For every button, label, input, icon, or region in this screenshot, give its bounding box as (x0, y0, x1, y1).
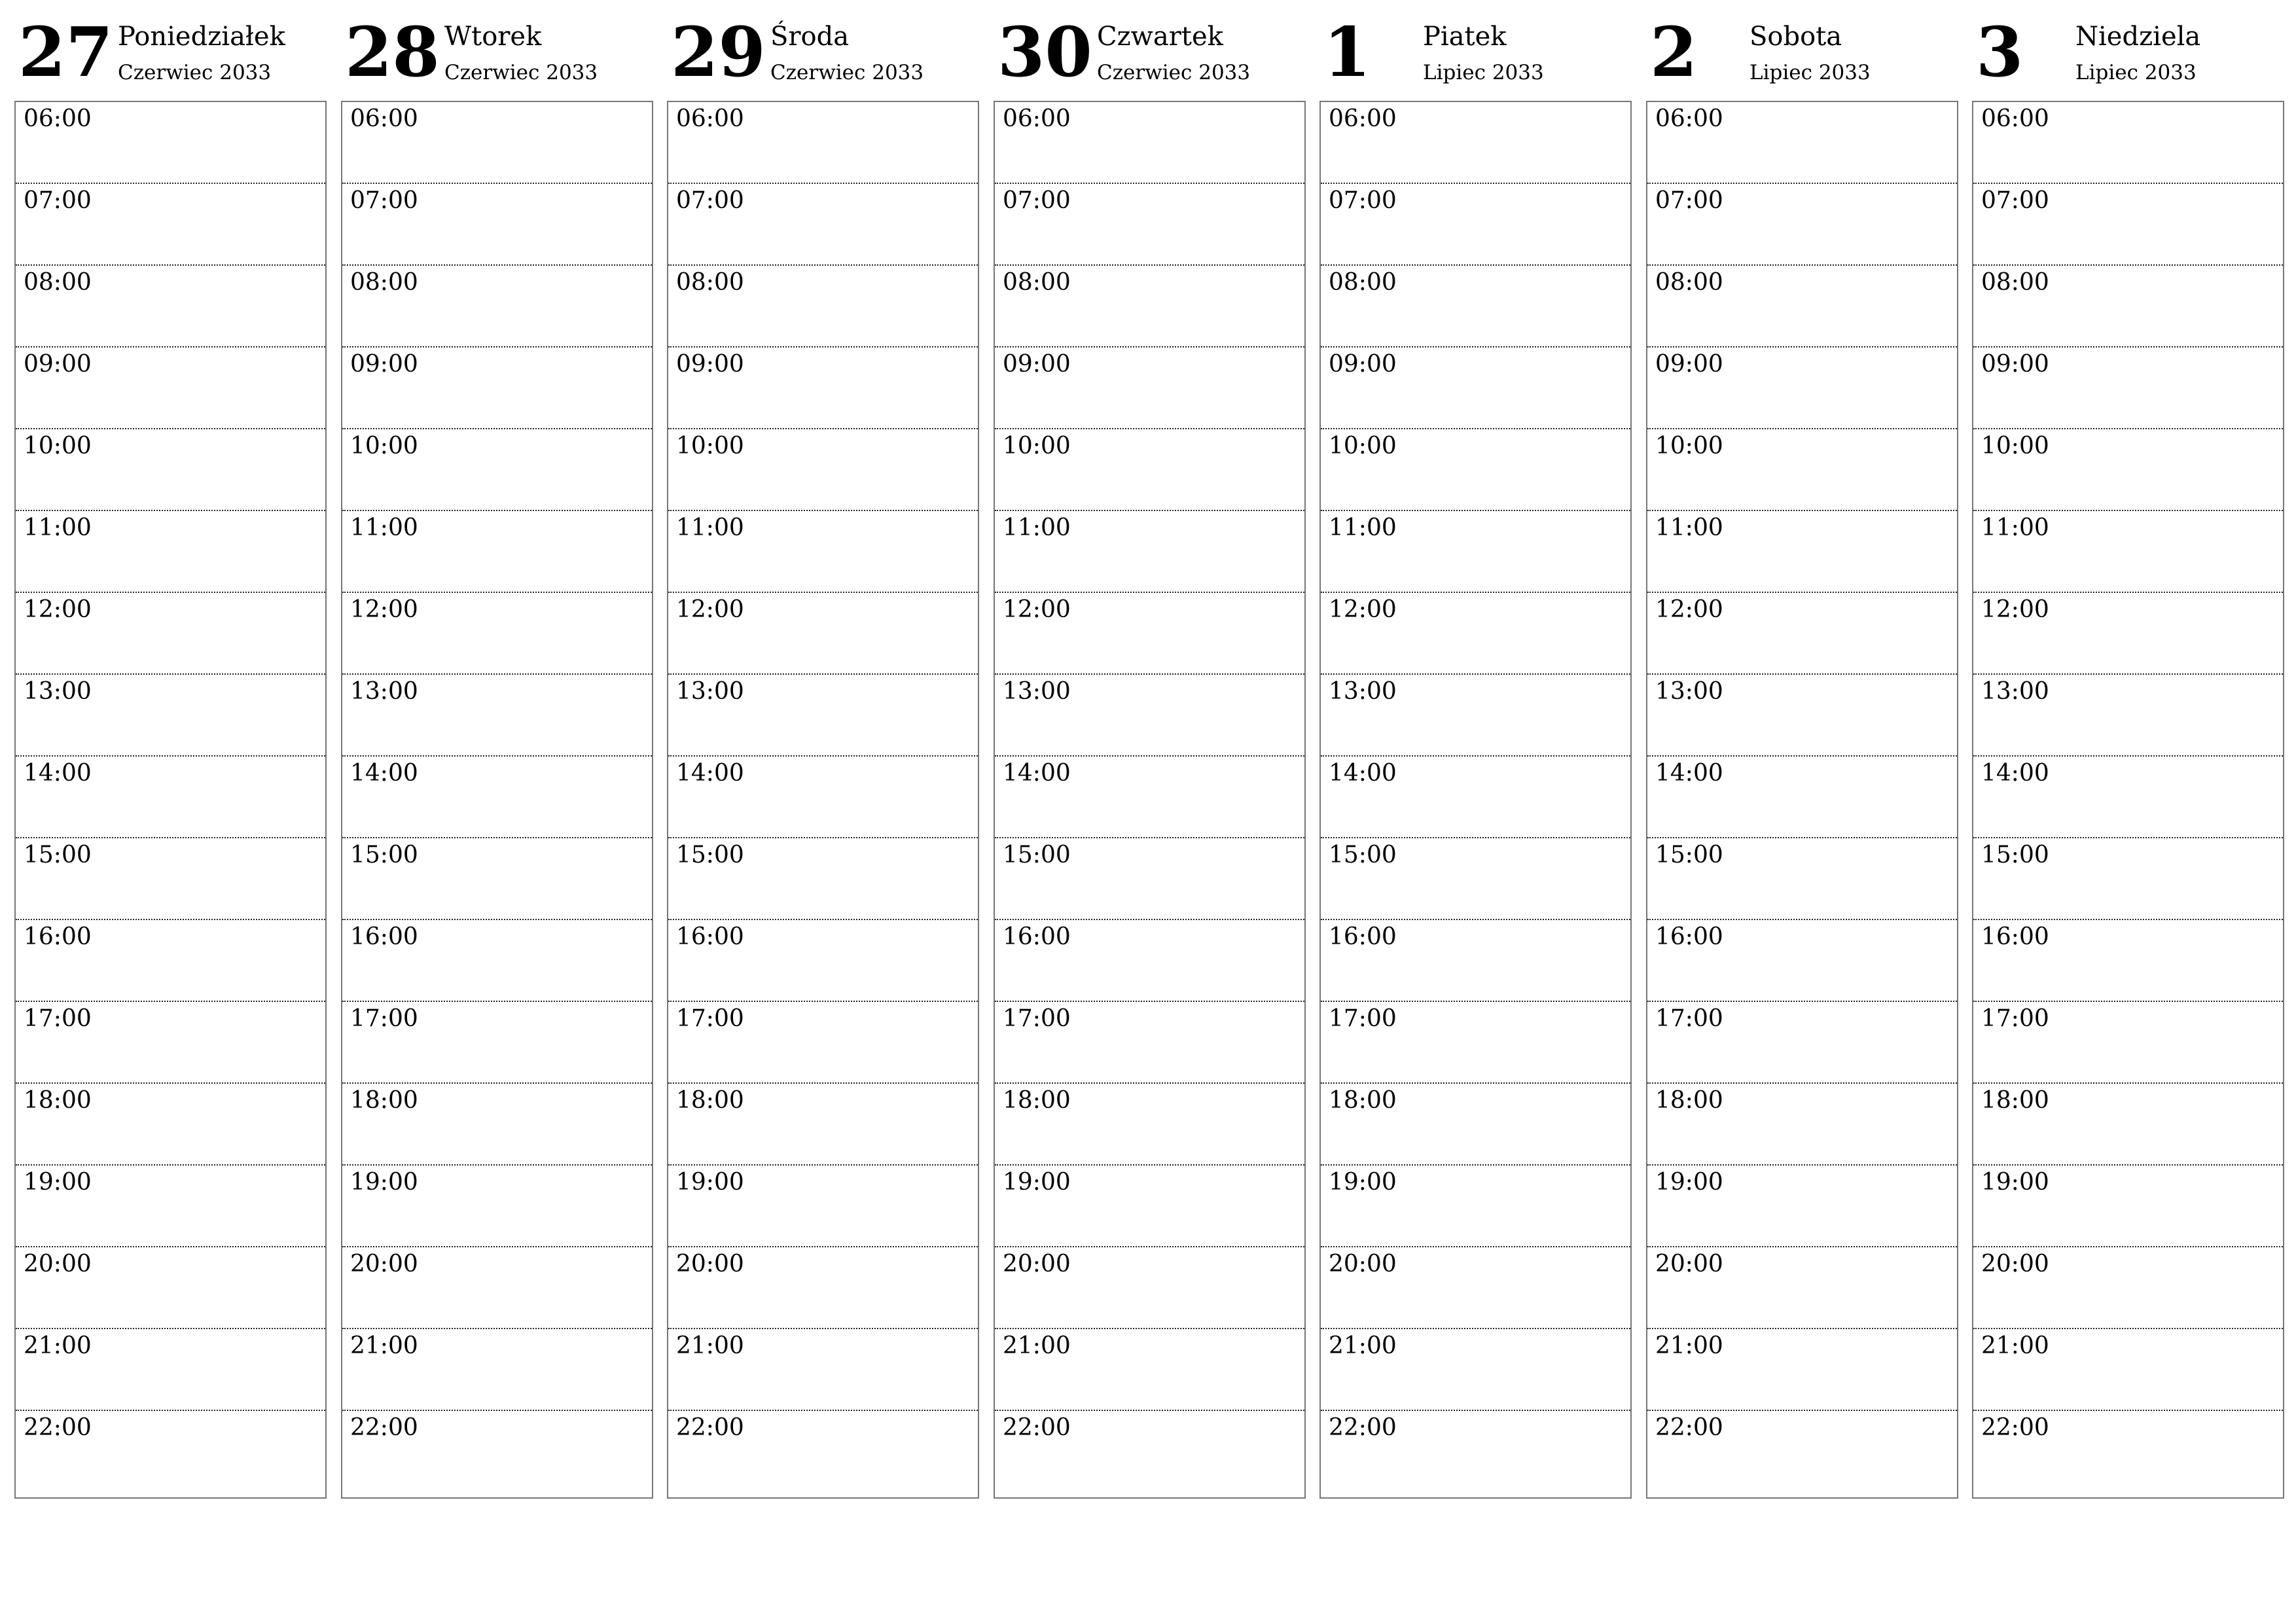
day-month-year: Czerwiec 2033 (770, 61, 924, 84)
hour-label: 18:00 (350, 1087, 418, 1114)
hour-label: 14:00 (1329, 760, 1397, 787)
hour-slot[interactable] (342, 184, 652, 266)
hour-label: 09:00 (1981, 351, 2049, 378)
hour-slot[interactable] (995, 1002, 1304, 1084)
hour-slot[interactable] (995, 593, 1304, 675)
hour-label: 17:00 (1655, 1005, 1723, 1032)
hour-slot[interactable] (995, 757, 1304, 838)
day-name: Piatek (1423, 22, 1507, 52)
hour-slot[interactable] (1321, 348, 1630, 429)
hour-slot[interactable] (668, 1166, 978, 1247)
hour-slot[interactable] (1321, 266, 1630, 348)
hour-label: 15:00 (1981, 842, 2049, 868)
hour-slot[interactable] (1973, 102, 2283, 184)
hour-slot[interactable] (342, 266, 652, 348)
hour-slot[interactable] (342, 838, 652, 920)
hour-slot[interactable] (16, 184, 325, 266)
day-month-year: Czerwiec 2033 (444, 61, 598, 84)
hour-slot[interactable] (995, 920, 1304, 1002)
hour-label: 06:00 (24, 105, 92, 132)
hour-slot[interactable] (1321, 920, 1630, 1002)
hour-slot[interactable] (1647, 1411, 1957, 1493)
hour-label: 18:00 (1329, 1087, 1397, 1114)
day-month-year: Czerwiec 2033 (118, 61, 272, 84)
day-header (341, 0, 653, 101)
hour-slot[interactable] (16, 1247, 325, 1329)
hour-label: 18:00 (24, 1087, 92, 1114)
hour-label: 07:00 (676, 187, 744, 214)
day-column (1646, 0, 1958, 1441)
hour-label: 20:00 (1329, 1251, 1397, 1277)
hour-slot[interactable] (1647, 102, 1957, 184)
hour-slot[interactable] (16, 1084, 325, 1166)
hour-label: 12:00 (1981, 596, 2049, 623)
hour-label: 07:00 (1655, 187, 1723, 214)
hour-slot[interactable] (668, 838, 978, 920)
hour-label: 08:00 (1003, 269, 1071, 296)
hour-label: 11:00 (350, 514, 418, 541)
hour-label: 11:00 (1003, 514, 1071, 541)
day-month-year: Lipiec 2033 (2075, 61, 2197, 84)
hour-slot[interactable] (995, 348, 1304, 429)
hour-slot[interactable] (1973, 429, 2283, 511)
hour-slot[interactable] (1647, 1002, 1957, 1084)
hour-label: 12:00 (24, 596, 92, 623)
hour-label: 14:00 (1655, 760, 1723, 787)
hour-slot[interactable] (1647, 838, 1957, 920)
hour-label: 21:00 (676, 1332, 744, 1359)
hour-slot[interactable] (1647, 184, 1957, 266)
hour-slot[interactable] (16, 1166, 325, 1247)
hour-label: 22:00 (1003, 1414, 1071, 1441)
hour-label: 08:00 (350, 269, 418, 296)
hour-slot[interactable] (16, 511, 325, 593)
day-name: Czwartek (1097, 22, 1223, 52)
hour-label: 06:00 (1981, 105, 2049, 132)
hour-slot[interactable] (1973, 593, 2283, 675)
hour-label: 13:00 (1003, 678, 1071, 705)
day-number: 1 (1323, 12, 1371, 92)
hour-slot[interactable] (995, 675, 1304, 757)
hour-slot[interactable] (668, 102, 978, 184)
hour-slot[interactable] (1973, 1084, 2283, 1166)
hour-label: 14:00 (1981, 760, 2049, 787)
day-name: Wtorek (444, 22, 542, 52)
hour-label: 13:00 (1329, 678, 1397, 705)
hour-slot[interactable] (16, 1002, 325, 1084)
hour-slot[interactable] (1647, 511, 1957, 593)
hour-slot[interactable] (1973, 1411, 2283, 1493)
day-schedule-box (667, 101, 979, 1499)
day-name: Niedziela (2075, 22, 2201, 52)
hour-label: 06:00 (1329, 105, 1397, 132)
day-schedule-box (14, 101, 327, 1499)
hour-label: 20:00 (1003, 1251, 1071, 1277)
hour-slot[interactable] (342, 757, 652, 838)
hour-slot[interactable] (995, 429, 1304, 511)
day-number: 3 (1976, 12, 2024, 92)
day-column (1972, 0, 2284, 1441)
hour-slot[interactable] (1321, 593, 1630, 675)
hour-label: 14:00 (1003, 760, 1071, 787)
hour-slot[interactable] (668, 1411, 978, 1493)
day-header (1319, 0, 1632, 101)
hour-slot[interactable] (1647, 920, 1957, 1002)
hour-slot[interactable] (16, 593, 325, 675)
hour-label: 20:00 (24, 1251, 92, 1277)
hour-slot[interactable] (16, 757, 325, 838)
day-number: 2 (1650, 12, 1698, 92)
hour-slot[interactable] (995, 838, 1304, 920)
hour-label: 19:00 (1981, 1169, 2049, 1196)
hour-slot[interactable] (16, 348, 325, 429)
hour-label: 12:00 (1003, 596, 1071, 623)
hour-label: 22:00 (24, 1414, 92, 1441)
day-schedule-box (1319, 101, 1632, 1499)
hour-slot[interactable] (342, 1411, 652, 1493)
hour-slot[interactable] (995, 1411, 1304, 1493)
day-schedule-box (341, 101, 653, 1499)
hour-label: 13:00 (350, 678, 418, 705)
day-name: Sobota (1749, 22, 1842, 52)
hour-slot[interactable] (1647, 593, 1957, 675)
hour-slot[interactable] (1321, 675, 1630, 757)
day-header (14, 0, 327, 101)
hour-label: 14:00 (676, 760, 744, 787)
hour-label: 10:00 (350, 433, 418, 459)
hour-slot[interactable] (995, 1166, 1304, 1247)
hour-label: 20:00 (1655, 1251, 1723, 1277)
day-column (1319, 0, 1632, 1441)
hour-label: 12:00 (1655, 596, 1723, 623)
hour-slot[interactable] (342, 675, 652, 757)
hour-slot[interactable] (1647, 266, 1957, 348)
hour-label: 16:00 (350, 923, 418, 950)
hour-label: 16:00 (1003, 923, 1071, 950)
hour-label: 19:00 (1329, 1169, 1397, 1196)
day-month-year: Lipiec 2033 (1749, 61, 1871, 84)
hour-label: 15:00 (676, 842, 744, 868)
hour-slot[interactable] (995, 184, 1304, 266)
hour-label: 06:00 (1003, 105, 1071, 132)
hour-slot[interactable] (1321, 1084, 1630, 1166)
hour-slot[interactable] (668, 1084, 978, 1166)
hour-slot[interactable] (668, 757, 978, 838)
hour-label: 09:00 (1003, 351, 1071, 378)
hour-slot[interactable] (995, 511, 1304, 593)
hour-label: 22:00 (1655, 1414, 1723, 1441)
hour-label: 09:00 (1655, 351, 1723, 378)
hour-slot[interactable] (342, 920, 652, 1002)
hour-label: 19:00 (1003, 1169, 1071, 1196)
hour-label: 07:00 (24, 187, 92, 214)
hour-label: 21:00 (350, 1332, 418, 1359)
day-header (1646, 0, 1958, 101)
hour-label: 08:00 (1329, 269, 1397, 296)
hour-slot[interactable] (342, 1084, 652, 1166)
hour-label: 22:00 (350, 1414, 418, 1441)
hour-slot[interactable] (342, 593, 652, 675)
hour-slot[interactable] (1973, 511, 2283, 593)
hour-slot[interactable] (16, 266, 325, 348)
hour-slot[interactable] (1973, 348, 2283, 429)
hour-slot[interactable] (1973, 184, 2283, 266)
hour-slot[interactable] (668, 1002, 978, 1084)
hour-slot[interactable] (995, 1084, 1304, 1166)
hour-slot[interactable] (668, 675, 978, 757)
day-column (994, 0, 1306, 1441)
hour-slot[interactable] (668, 593, 978, 675)
hour-label: 21:00 (1003, 1332, 1071, 1359)
hour-slot[interactable] (668, 348, 978, 429)
hour-slot[interactable] (995, 1329, 1304, 1411)
day-name: Środa (770, 22, 850, 52)
hour-label: 16:00 (1981, 923, 2049, 950)
hour-slot[interactable] (1321, 1411, 1630, 1493)
hour-slot[interactable] (1321, 102, 1630, 184)
hour-label: 10:00 (24, 433, 92, 459)
hour-slot[interactable] (342, 429, 652, 511)
hour-label: 18:00 (1003, 1087, 1071, 1114)
hour-slot[interactable] (1647, 757, 1957, 838)
hour-slot[interactable] (1647, 1247, 1957, 1329)
hour-label: 15:00 (24, 842, 92, 868)
hour-slot[interactable] (1321, 1166, 1630, 1247)
hour-label: 15:00 (1003, 842, 1071, 868)
hour-label: 10:00 (1003, 433, 1071, 459)
day-number: 28 (345, 12, 440, 92)
hour-slot[interactable] (16, 1329, 325, 1411)
hour-slot[interactable] (342, 1166, 652, 1247)
hour-slot[interactable] (668, 920, 978, 1002)
hour-label: 20:00 (350, 1251, 418, 1277)
hour-label: 21:00 (1329, 1332, 1397, 1359)
hour-slot[interactable] (1321, 1329, 1630, 1411)
hour-slot[interactable] (1321, 757, 1630, 838)
hour-slot[interactable] (995, 266, 1304, 348)
hour-slot[interactable] (995, 102, 1304, 184)
hour-slot[interactable] (16, 429, 325, 511)
hour-label: 21:00 (1981, 1332, 2049, 1359)
hour-slot[interactable] (16, 1411, 325, 1493)
hour-label: 06:00 (350, 105, 418, 132)
hour-slot[interactable] (1321, 429, 1630, 511)
hour-label: 12:00 (350, 596, 418, 623)
hour-slot[interactable] (1321, 838, 1630, 920)
hour-label: 17:00 (676, 1005, 744, 1032)
hour-label: 19:00 (1655, 1169, 1723, 1196)
hour-slot[interactable] (668, 1329, 978, 1411)
hour-slot[interactable] (1973, 920, 2283, 1002)
hour-slot[interactable] (1973, 1329, 2283, 1411)
hour-label: 21:00 (24, 1332, 92, 1359)
day-column (667, 0, 979, 1441)
hour-slot[interactable] (668, 1247, 978, 1329)
hour-slot[interactable] (16, 838, 325, 920)
day-month-year: Lipiec 2033 (1423, 61, 1544, 84)
hour-label: 17:00 (350, 1005, 418, 1032)
hour-label: 18:00 (1655, 1087, 1723, 1114)
hour-slot[interactable] (342, 1247, 652, 1329)
day-month-year: Czerwiec 2033 (1097, 61, 1251, 84)
hour-slot[interactable] (1647, 348, 1957, 429)
hour-label: 09:00 (350, 351, 418, 378)
hour-label: 08:00 (1655, 269, 1723, 296)
hour-slot[interactable] (16, 920, 325, 1002)
hour-label: 09:00 (24, 351, 92, 378)
day-number: 29 (671, 12, 766, 92)
hour-slot[interactable] (668, 266, 978, 348)
hour-label: 12:00 (1329, 596, 1397, 623)
hour-label: 17:00 (1003, 1005, 1071, 1032)
hour-label: 06:00 (1655, 105, 1723, 132)
hour-label: 11:00 (1655, 514, 1723, 541)
hour-slot[interactable] (342, 1002, 652, 1084)
hour-label: 13:00 (676, 678, 744, 705)
hour-label: 07:00 (1981, 187, 2049, 214)
hour-slot[interactable] (668, 511, 978, 593)
hour-label: 09:00 (1329, 351, 1397, 378)
hour-slot[interactable] (342, 102, 652, 184)
hour-label: 08:00 (676, 269, 744, 296)
hour-slot[interactable] (1973, 266, 2283, 348)
hour-label: 22:00 (676, 1414, 744, 1441)
hour-label: 08:00 (24, 269, 92, 296)
hour-label: 11:00 (24, 514, 92, 541)
hour-label: 11:00 (1329, 514, 1397, 541)
day-header (667, 0, 979, 101)
hour-label: 18:00 (1981, 1087, 2049, 1114)
hour-slot[interactable] (1321, 184, 1630, 266)
hour-slot[interactable] (1973, 757, 2283, 838)
hour-label: 10:00 (1329, 433, 1397, 459)
hour-slot[interactable] (342, 511, 652, 593)
hour-label: 22:00 (1981, 1414, 2049, 1441)
day-schedule-box (1972, 101, 2284, 1499)
hour-label: 22:00 (1329, 1414, 1397, 1441)
hour-label: 16:00 (1329, 923, 1397, 950)
hour-label: 17:00 (1329, 1005, 1397, 1032)
hour-slot[interactable] (16, 675, 325, 757)
hour-label: 06:00 (676, 105, 744, 132)
hour-label: 19:00 (24, 1169, 92, 1196)
hour-label: 13:00 (24, 678, 92, 705)
hour-label: 14:00 (350, 760, 418, 787)
hour-slot[interactable] (1647, 429, 1957, 511)
hour-label: 11:00 (1981, 514, 2049, 541)
hour-label: 08:00 (1981, 269, 2049, 296)
day-schedule-box (994, 101, 1306, 1499)
hour-label: 16:00 (24, 923, 92, 950)
hour-label: 11:00 (676, 514, 744, 541)
hour-label: 14:00 (24, 760, 92, 787)
hour-label: 07:00 (1003, 187, 1071, 214)
hour-label: 07:00 (1329, 187, 1397, 214)
hour-label: 17:00 (24, 1005, 92, 1032)
hour-slot[interactable] (1973, 1166, 2283, 1247)
hour-label: 13:00 (1981, 678, 2049, 705)
hour-label: 10:00 (1655, 433, 1723, 459)
hour-slot[interactable] (1321, 1247, 1630, 1329)
hour-slot[interactable] (995, 1247, 1304, 1329)
hour-slot[interactable] (1973, 838, 2283, 920)
day-header (1972, 0, 2284, 101)
hour-label: 09:00 (676, 351, 744, 378)
hour-label: 16:00 (676, 923, 744, 950)
hour-label: 07:00 (350, 187, 418, 214)
hour-slot[interactable] (342, 1329, 652, 1411)
hour-label: 17:00 (1981, 1005, 2049, 1032)
day-header (994, 0, 1306, 101)
hour-label: 20:00 (1981, 1251, 2049, 1277)
hour-label: 13:00 (1655, 678, 1723, 705)
hour-slot[interactable] (668, 429, 978, 511)
hour-label: 10:00 (1981, 433, 2049, 459)
hour-label: 15:00 (1329, 842, 1397, 868)
day-name: Poniedziałek (118, 22, 285, 52)
hour-slot[interactable] (668, 184, 978, 266)
hour-slot[interactable] (1321, 511, 1630, 593)
day-column (341, 0, 653, 1441)
hour-label: 15:00 (1655, 842, 1723, 868)
hour-label: 12:00 (676, 596, 744, 623)
hour-slot[interactable] (16, 102, 325, 184)
hour-slot[interactable] (1647, 675, 1957, 757)
hour-slot[interactable] (1321, 1002, 1630, 1084)
hour-label: 15:00 (350, 842, 418, 868)
hour-slot[interactable] (1647, 1166, 1957, 1247)
hour-label: 19:00 (676, 1169, 744, 1196)
hour-label: 18:00 (676, 1087, 744, 1114)
hour-label: 10:00 (676, 433, 744, 459)
hour-slot[interactable] (1973, 1247, 2283, 1329)
hour-label: 20:00 (676, 1251, 744, 1277)
hour-slot[interactable] (1973, 1002, 2283, 1084)
hour-label: 19:00 (350, 1169, 418, 1196)
hour-label: 21:00 (1655, 1332, 1723, 1359)
day-number: 27 (18, 12, 113, 92)
hour-slot[interactable] (1973, 675, 2283, 757)
day-column (14, 0, 327, 1441)
day-number: 30 (997, 12, 1092, 92)
day-schedule-box (1646, 101, 1958, 1499)
hour-slot[interactable] (1647, 1084, 1957, 1166)
hour-slot[interactable] (342, 348, 652, 429)
hour-slot[interactable] (1647, 1329, 1957, 1411)
hour-label: 16:00 (1655, 923, 1723, 950)
